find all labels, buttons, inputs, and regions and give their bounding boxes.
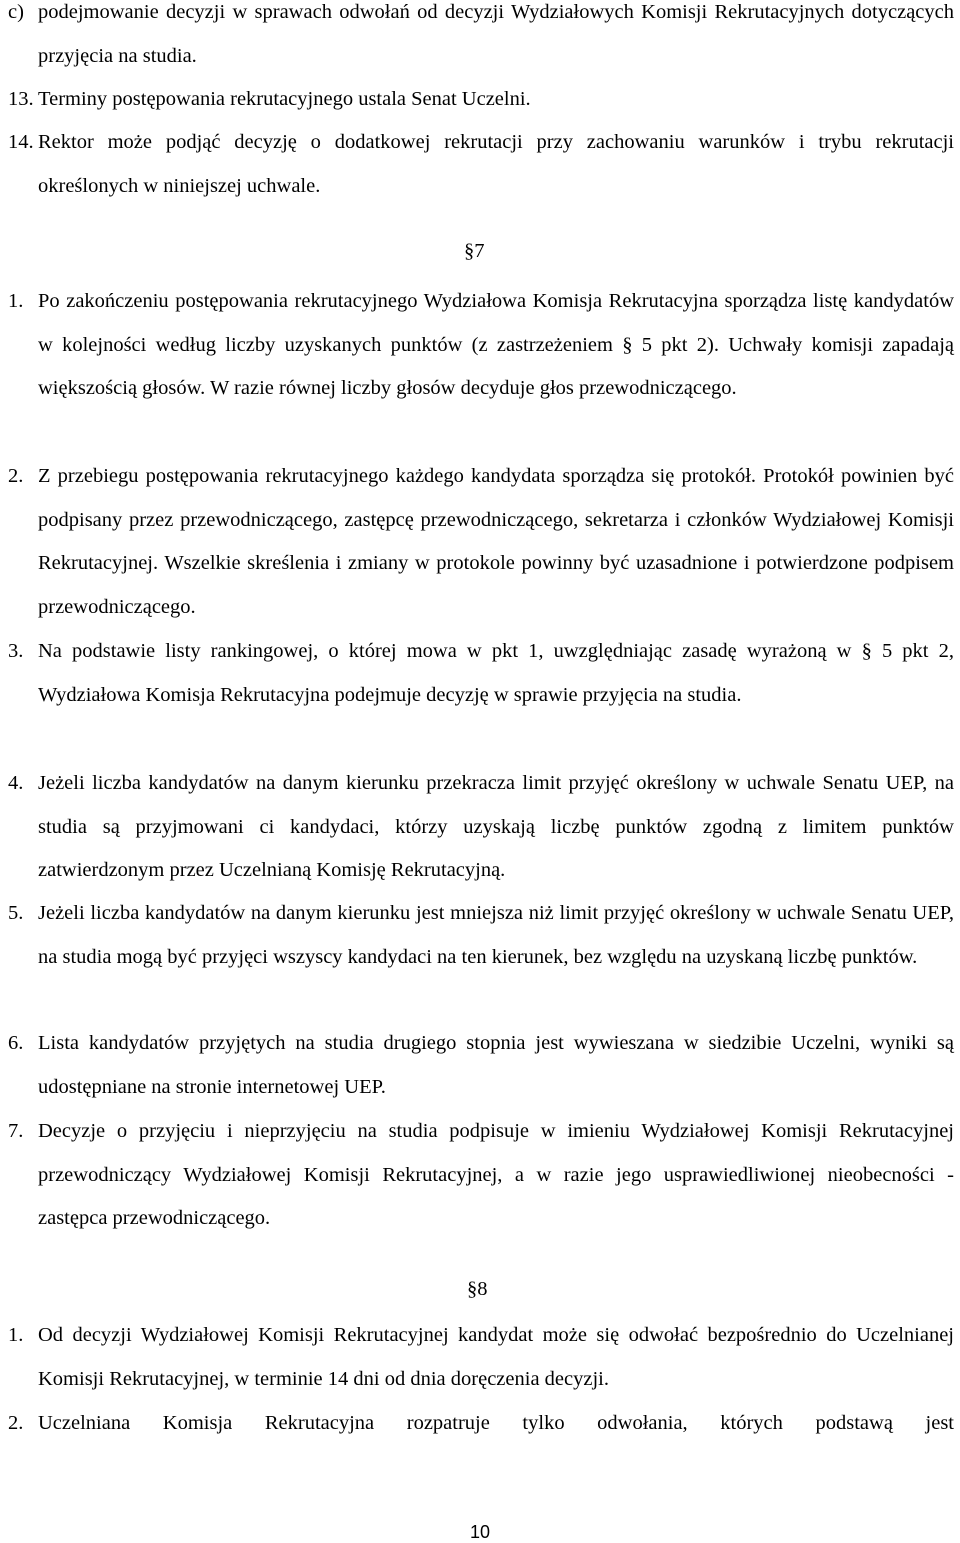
item-number: 4. xyxy=(8,772,24,794)
item-text: Od decyzji Wydziałowej Komisji Rekrutacyjnej kandydat może się odwołać bezpośrednio do Uczelnianej Komisji Rekrutacyjnej, w terminie 14 dni od dnia doręczenia decyzji. xyxy=(38,1324,954,1390)
item-number: 13. xyxy=(8,88,34,110)
s7-item-3 xyxy=(8,630,954,717)
item-number: 2. xyxy=(8,465,24,487)
item-number: 7. xyxy=(8,1120,24,1142)
list-item-c xyxy=(8,0,954,78)
item-text: Z przebiegu postępowania rekrutacyjnego każdego kandydata sporządza się protokół. Protokół powinien być podpisany przez przewodniczącego, zastępcę przewodniczącego, sekretarza i członków Wydziałowej Komisji Rekrutacyjnej. Wszelkie skreślenia i zmiany w protokole powinny być uzasadnione i potwierdzone podpisem przewodniczącego. xyxy=(38,465,954,618)
s7-item-7 xyxy=(8,1110,954,1241)
page-number: 10 xyxy=(469,1522,491,1542)
item-number: 1. xyxy=(8,1324,24,1346)
item-text: Rektor może podjąć decyzję o dodatkowej rekrutacji przy zachowaniu warunków i trybu rekrutacji określonych w niniejszej uchwale. xyxy=(38,131,954,197)
s7-item-6 xyxy=(8,1022,954,1109)
item-text: Decyzje o przyjęciu i nieprzyjęciu na studia podpisuje w imieniu Wydziałowej Komisji Rekrutacyjnej przewodniczący Wydziałowej Komisji Rekrutacyjnej, a w razie jego usprawiedliwionej nieobecności - zastępca przewodniczącego. xyxy=(38,1120,954,1229)
item-text: Na podstawie listy rankingowej, o której mowa w pkt 1, uwzględniając zasadę wyrażoną w § 5 pkt 2, Wydziałowa Komisja Rekrutacyjna podejmuje decyzję w sprawie przyjęcia na studia. xyxy=(38,640,954,706)
list-item-14 xyxy=(8,121,954,208)
list-item-13 xyxy=(8,78,954,122)
s7-item-1 xyxy=(8,280,954,411)
item-text: Jeżeli liczba kandydatów na danym kierunku jest mniejsza niż limit przyjęć określony w uchwale Senatu UEP, na studia mogą być przyjęci wszyscy kandydaci na ten kierunek, bez względu na uzyskaną liczbę punktów. xyxy=(38,902,954,968)
item-number: c) xyxy=(8,1,24,23)
item-text: podejmowanie decyzji w sprawach odwołań od decyzji Wydziałowych Komisji Rekrutacyjnych dotyczących przyjęcia na studia. xyxy=(38,1,954,67)
item-number: 5. xyxy=(8,902,24,924)
item-number: 2. xyxy=(8,1412,24,1434)
item-number: 3. xyxy=(8,640,24,662)
s7-item-4 xyxy=(8,762,954,893)
item-text: Jeżeli liczba kandydatów na danym kierunku przekracza limit przyjęć określony w uchwale Senatu UEP, na studia są przyjmowani ci kandydaci, którzy uzyskają liczbę punktów zgodną z limitem punktów zatwierdzonym przez Uczelnianą Komisję Rekrutacyjną. xyxy=(38,772,954,881)
item-number: 14. xyxy=(8,131,34,153)
s8-item-2 xyxy=(8,1402,954,1446)
item-text: Po zakończeniu postępowania rekrutacyjnego Wydziałowa Komisja Rekrutacyjna sporządza listę kandydatów w kolejności według liczby uzyskanych punktów (z zastrzeżeniem § 5 pkt 2). Uchwały komisji zapadają większością głosów. W razie równej liczby głosów decyduje głos przewodniczącego. xyxy=(38,290,954,399)
section-7-heading: §7 xyxy=(464,240,485,262)
s7-item-5 xyxy=(8,892,954,979)
s7-item-2 xyxy=(8,455,954,629)
item-text: Terminy postępowania rekrutacyjnego ustala Senat Uczelni. xyxy=(38,88,531,110)
item-text: Uczelniana Komisja Rekrutacyjna rozpatruje tylko odwołania, których podstawą jest xyxy=(38,1412,954,1434)
item-text: Lista kandydatów przyjętych na studia drugiego stopnia jest wywieszana w siedzibie Uczelni, wyniki są udostępniane na stronie internetowej UEP. xyxy=(38,1032,954,1098)
s8-item-1 xyxy=(8,1314,954,1401)
item-number: 1. xyxy=(8,290,24,312)
section-8-heading: §8 xyxy=(467,1278,488,1300)
item-number: 6. xyxy=(8,1032,24,1054)
